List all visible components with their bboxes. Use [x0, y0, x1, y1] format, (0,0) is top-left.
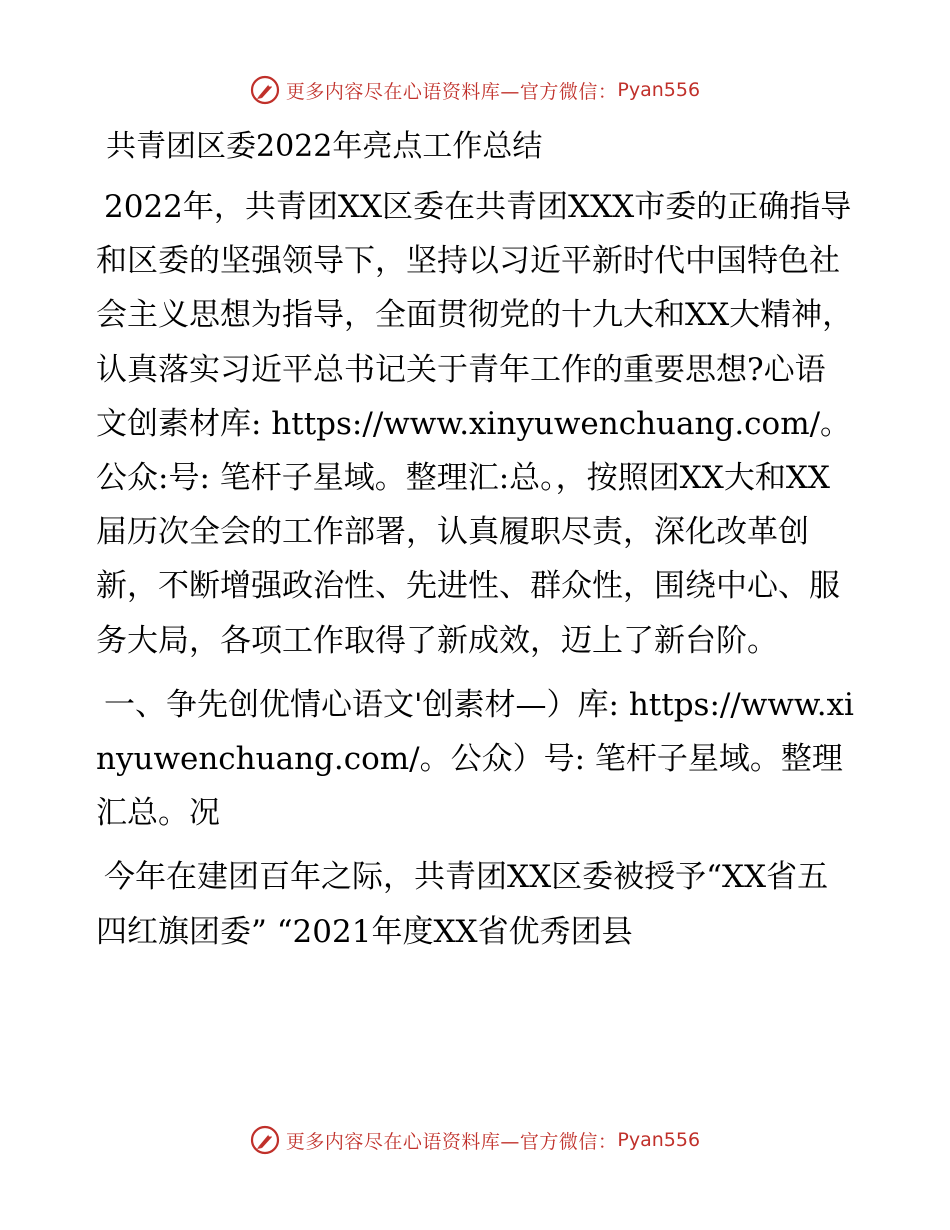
pen-nib-icon	[250, 1125, 280, 1155]
footer-watermark-banner	[0, 1120, 950, 1160]
paragraph-honors: 今年在建团百年之际，共青团XX区委被授予“XX省五四红旗团委” “2021年度XX省优秀团县	[96, 859, 829, 950]
watermark-wechat-id: Pyan556	[617, 1129, 701, 1151]
header-watermark-banner	[0, 70, 950, 110]
paragraph-section-heading: 一、争先创优情心语文'创素材—）库: https://www.xinyuwenchuang.com/。公众）号: 笔杆子星域。整理汇总。况	[96, 686, 854, 832]
pen-nib-icon	[250, 75, 280, 105]
document-body	[96, 122, 856, 969]
document-title: 共青团区委2022年亮点工作总结	[106, 129, 543, 164]
paragraph-intro: 2022年，共青团XX区委在共青团XXX市委的正确指导和区委的坚强领导下，坚持以习近平新时代中国特色社会主义思想为指导，全面贯彻党的十九大和XX大精神，认真落实习近平总书记关于青年工作的重要思想?心语文创素材库: https://www.xinyuwenchuang.com/。公众:号: 笔杆子星域。整理汇:总。，按照团XX大和XX届历次全会的工作部署，认真履职尽责，深化改革创新，不断增强政治性、先进性、群众性，围绕中心、服务大局，各项工作取得了新成效，迈上了新台阶。	[96, 189, 854, 659]
watermark-text: 更多内容尽在心语资料库—官方微信：	[285, 1130, 618, 1153]
watermark-wechat-id: Pyan556	[617, 79, 701, 101]
watermark-text: 更多内容尽在心语资料库—官方微信：	[285, 80, 618, 103]
